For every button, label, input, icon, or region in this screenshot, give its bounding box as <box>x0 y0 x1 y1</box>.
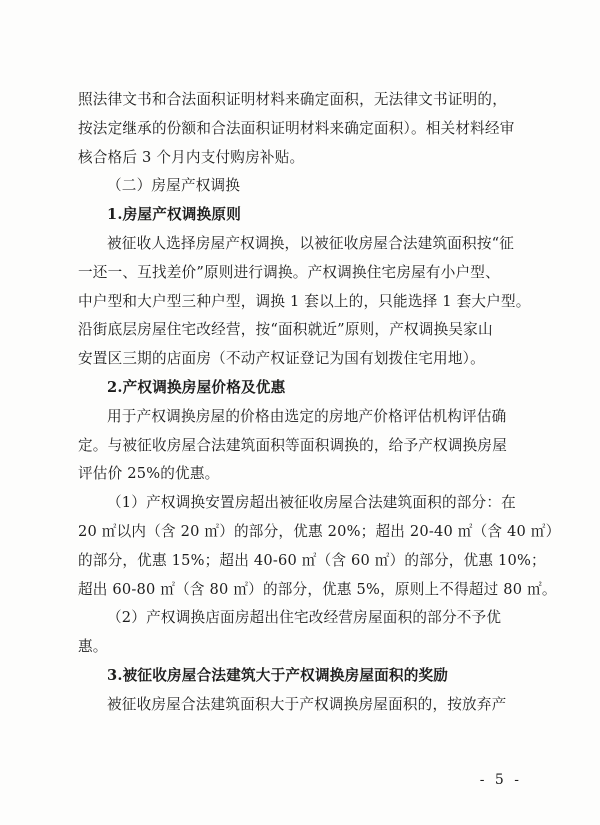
text-line: 评估价 25%的优惠。 <box>78 465 220 483</box>
text-line: 中户型和大户型三种户型，调换 1 套以上的，只能选择 1 套大户型。 <box>78 292 531 310</box>
text-line: 惠。 <box>78 638 108 656</box>
text-line: 用于产权调换房屋的价格由选定的房地产价格评估机构评估确 <box>107 407 507 425</box>
page-number: - 5 - <box>479 772 522 788</box>
text-line: 20 ㎡以内（含 20 ㎡）的部分，优惠 20%；超出 20-40 ㎡（含 40 ㎡） <box>78 522 561 540</box>
text-line: 的部分，优惠 15%；超出 40-60 ㎡（含 60 ㎡）的部分，优惠 10%； <box>78 551 546 569</box>
text-line: （1）产权调换安置房超出被征收房屋合法建筑面积的部分：在 <box>107 494 516 512</box>
text-line: 被征收房屋合法建筑面积大于产权调换房屋面积的，按放弃产 <box>107 695 507 713</box>
text-line: 照法律文书和合法面积证明材料来确定面积，无法律文书证明的， <box>78 91 508 108</box>
document-body <box>78 86 561 720</box>
text-line: 核合格后 3 个月内支付购房补贴。 <box>78 148 305 166</box>
section-heading: （二）房屋产权调换 <box>107 177 241 195</box>
text-line: 沿街底层房屋住宅改经营，按“面积就近”原则，产权调换吴家山 <box>78 321 493 339</box>
subsection-heading: 2.产权调换房屋价格及优惠 <box>107 378 286 396</box>
subsection-heading: 3.被征收房屋合法建筑大于产权调换房屋面积的奖励 <box>107 666 449 684</box>
text-line: （2）产权调换店面房超出住宅改经营房屋面积的部分不予优 <box>107 609 502 627</box>
text-line: 一还一、互找差价”原则进行调换。产权调换住宅房屋有小户型、 <box>78 263 500 281</box>
text-line: 按法定继承的份额和合法面积证明材料来确定面积）。相关材料经审 <box>78 119 515 137</box>
text-line: 定。与被征收房屋合法建筑面积等面积调换的，给予产权调换房屋 <box>78 436 508 454</box>
text-line: 安置区三期的店面房（不动产权证登记为国有划拨住宅用地）。 <box>78 350 485 368</box>
text-line: 被征收人选择房屋产权调换，以被征收房屋合法建筑面积按“征 <box>107 234 515 252</box>
text-line: 超出 60-80 ㎡（含 80 ㎡）的部分，优惠 5%，原则上不得超过 80 ㎡。 <box>78 580 557 598</box>
subsection-heading: 1.房屋产权调换原则 <box>107 206 241 224</box>
